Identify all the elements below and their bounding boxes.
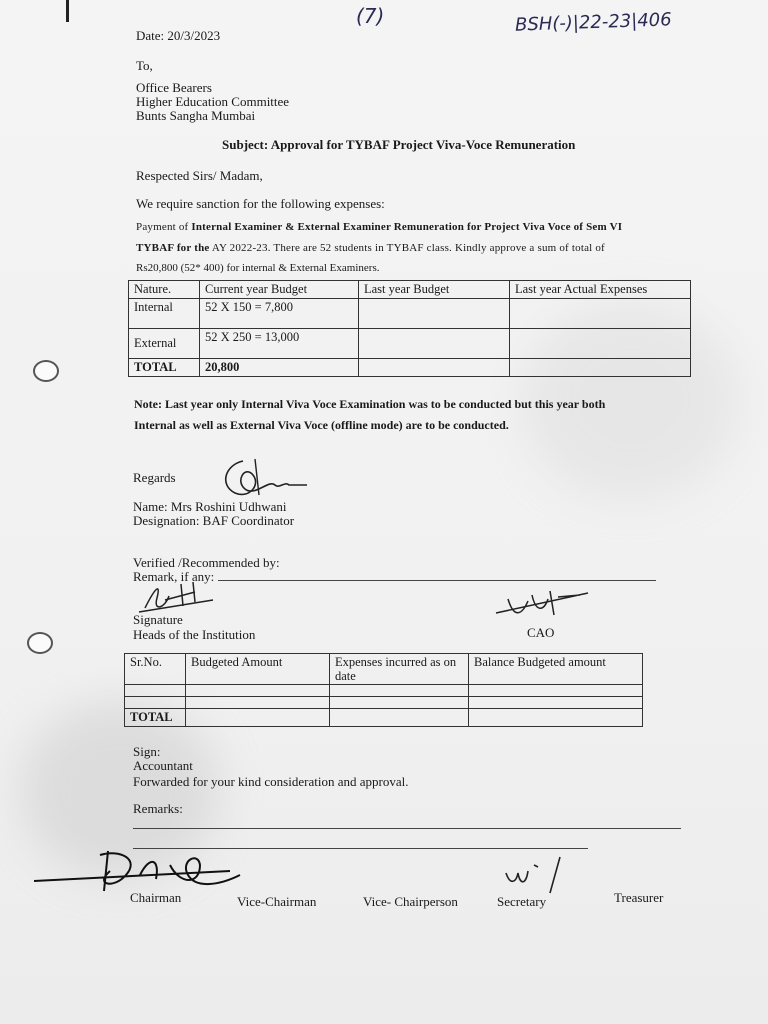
role-vice-chairman: Vice-Chairman	[237, 894, 317, 909]
note-line-1: Note: Last year only Internal Viva Voce Examination was to be conducted but this year both	[134, 397, 606, 411]
balance-cell	[469, 697, 643, 709]
balance-total-label: TOTAL	[125, 709, 186, 727]
cao-label: CAO	[527, 625, 555, 640]
verified-line: Verified /Recommended by:	[133, 555, 280, 570]
sign-label: Sign:	[133, 744, 161, 759]
budget-cell	[510, 299, 691, 329]
balance-cell	[330, 685, 469, 697]
payment-bold-2: TYBAF for the	[136, 242, 210, 254]
forwarded-line: Forwarded for your kind consideration and approval.	[133, 774, 409, 789]
role-chairman: Chairman	[130, 890, 182, 905]
remarks-label: Remarks:	[133, 801, 183, 816]
budget-header: Nature.	[129, 281, 200, 299]
accountant-label: Accountant	[133, 758, 193, 773]
coordinator-designation: Designation: BAF Coordinator	[133, 513, 295, 528]
balance-cell	[469, 685, 643, 697]
budget-cell: External	[129, 329, 200, 359]
cao-signature-icon	[488, 585, 593, 625]
balance-header: Expenses incurred as on date	[330, 654, 469, 685]
balance-header: Budgeted Amount	[186, 654, 330, 685]
payment-line-3: Rs20,800 (52* 400) for internal & External Examiners.	[136, 262, 380, 274]
regards-line: Regards	[133, 470, 176, 485]
budget-total-label: TOTAL	[129, 359, 200, 377]
address-line-3: Bunts Sangha Mumbai	[136, 108, 256, 123]
punch-hole-icon	[33, 360, 59, 382]
balance-header: Sr.No.	[125, 654, 186, 685]
budget-cell	[359, 299, 510, 329]
budget-cell: 52 X 150 = 7,800	[200, 299, 359, 329]
remark-line: Remark, if any:	[133, 569, 215, 584]
budget-cell: 52 X 250 = 13,000	[200, 329, 359, 359]
budget-table	[128, 280, 691, 377]
balance-cell	[186, 685, 330, 697]
payment-prefix: Payment of	[136, 221, 192, 233]
remark-underline	[218, 580, 656, 581]
payment-bold: Internal Examiner & External Examiner Remuneration for Project Viva Voce of Sem VI	[191, 221, 623, 233]
balance-header: Balance Budgeted amount	[469, 654, 643, 685]
role-secretary: Secretary	[497, 894, 547, 909]
date-line: Date: 20/3/2023	[136, 28, 221, 43]
payment-line-1	[136, 221, 622, 233]
budget-cell: Internal	[129, 299, 200, 329]
budget-cell	[510, 359, 691, 377]
budget-header: Last year Actual Expenses	[510, 281, 691, 299]
payment-line-2	[136, 242, 605, 254]
secretary-signature-icon	[500, 855, 570, 895]
reference-number: BSH(-)|22-23|406	[514, 9, 672, 36]
balance-cell	[330, 697, 469, 709]
role-vice-chairperson: Vice- Chairperson	[363, 894, 458, 909]
balance-cell	[125, 685, 186, 697]
budget-header: Last year Budget	[359, 281, 510, 299]
balance-cell	[186, 709, 330, 727]
budget-header: Current year Budget	[200, 281, 359, 299]
signature-label: Signature	[133, 612, 183, 627]
salutation: Respected Sirs/ Madam,	[136, 168, 263, 183]
remarks-underline	[133, 828, 681, 829]
punch-hole-icon	[27, 632, 53, 654]
note-line-2: Internal as well as External Viva Voce (offline mode) are to be conducted.	[134, 418, 509, 432]
page-mark: (7)	[356, 4, 385, 28]
budget-cell	[359, 329, 510, 359]
balance-cell	[469, 709, 643, 727]
address-line-1: Office Bearers	[136, 80, 212, 95]
balance-table	[124, 653, 643, 727]
coordinator-name: Name: Mrs Roshini Udhwani	[133, 499, 287, 514]
intro-line: We require sanction for the following expenses:	[136, 196, 385, 211]
budget-cell	[510, 329, 691, 359]
heads-label: Heads of the Institution	[133, 627, 256, 642]
budget-total-value: 20,800	[200, 359, 359, 377]
coordinator-signature-icon	[215, 455, 310, 503]
margin-mark	[66, 0, 69, 22]
address-line-2: Higher Education Committee	[136, 94, 290, 109]
payment-rest: AY 2022-23. There are 52 students in TYBAF class. Kindly approve a sum of total of	[209, 242, 605, 254]
to-line: To,	[136, 58, 153, 73]
balance-cell	[125, 697, 186, 709]
subject-line: Subject: Approval for TYBAF Project Viva-Voce Remuneration	[222, 137, 576, 152]
role-treasurer: Treasurer	[614, 890, 664, 905]
budget-cell	[359, 359, 510, 377]
balance-cell	[330, 709, 469, 727]
balance-cell	[186, 697, 330, 709]
